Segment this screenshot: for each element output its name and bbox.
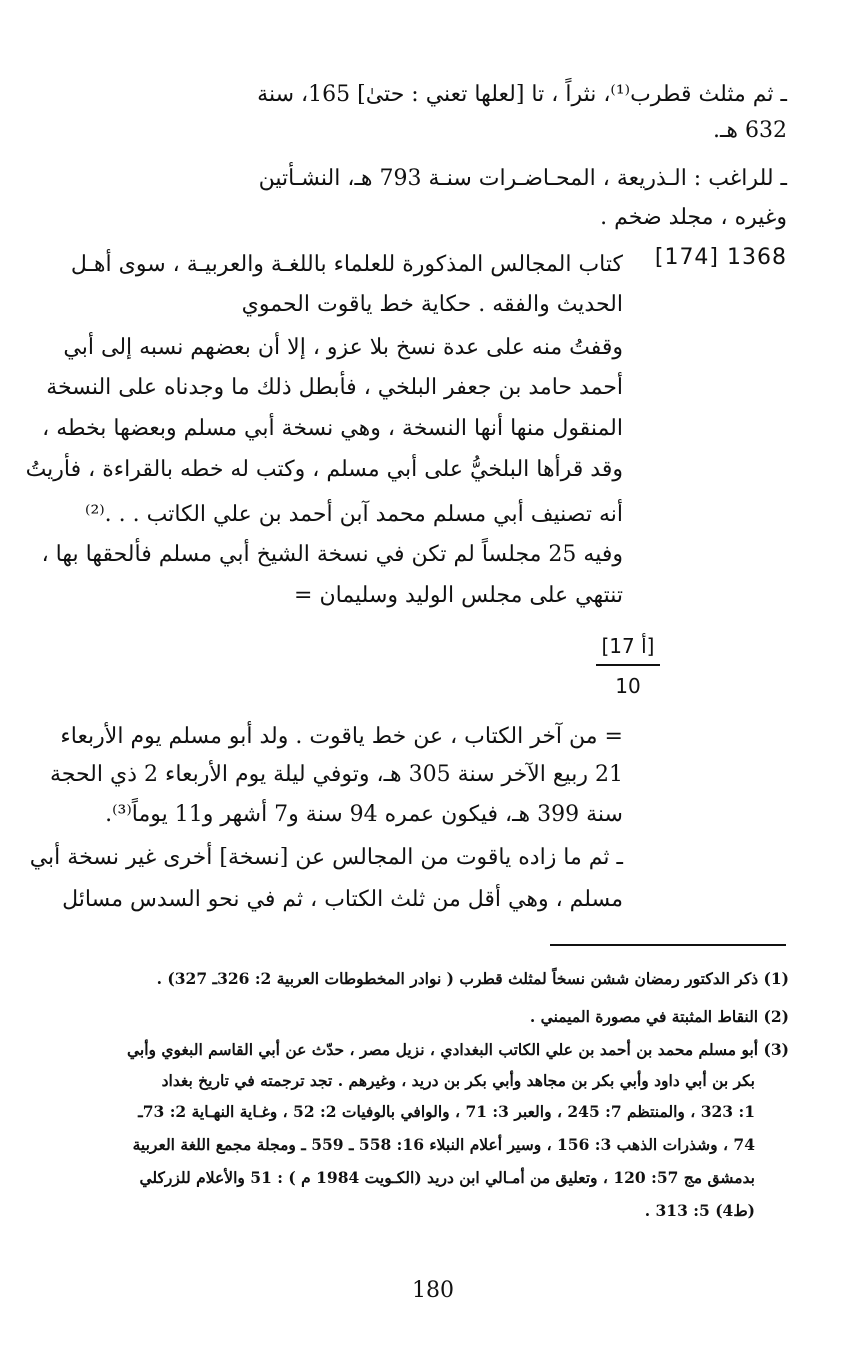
text-line: ـ ثم ما زاده ياقوت من المجالس عن [نسخة] أخرى غير نسخة أبي (29, 845, 623, 870)
text-line: ـ ثم مثلث قطرب⁽¹⁾، نثراً ، تا [لعلها تعني : حتىٰ] 165، سنة (257, 82, 787, 107)
folio-rule (596, 664, 660, 666)
footnote-continuation: 1: 323 ، والمنتظم 7: 245 ، والعبر 3: 71 ، والوافي بالوفيات 2: 52 ، وغـاية النهـاية 2: 73ـ (138, 1102, 755, 1121)
page-number: 180 (412, 1278, 454, 1303)
text-line: 632 هـ. (712, 118, 787, 143)
text-line: 21 ربيع الآخر سنة 305 هـ، وتوفي ليلة يوم الأربعاء 2 ذي الحجة (49, 762, 623, 787)
text-line: = من آخر الكتاب ، عن خط ياقوت . ولد أبو مسلم يوم الأربعاء (60, 724, 623, 749)
text-line: وقفتُ منه على عدة نسخ بلا عزو ، إلا أن بعضهم نسبه إلى أبي (63, 335, 623, 360)
folio-marker: [17 أ] (601, 634, 655, 658)
footnote: (1) ذكر الدكتور رمضان ششن نسخاً لمثلث قطرب ( نوادر المخطوطات العربية 2: 326ـ 327) . (156, 969, 789, 988)
entry-number: [174] 1368 (654, 245, 787, 270)
text-line: وفيه 25 مجلساً لم تكن في نسخة الشيخ أبي مسلم فألحقها بها ، (41, 542, 623, 567)
footnote-continuation: (ط4) 5: 313 . (644, 1201, 755, 1220)
footnote-separator (550, 944, 786, 946)
footnote-continuation: بدمشق مج 57: 120 ، وتعليق من أمـالي ابن دريد (الكـويت 1984 م ) : 51 والأعلام للزركلي (139, 1168, 755, 1187)
text-line: الحديث والفقه . حكاية خط ياقوت الحموي (241, 292, 623, 317)
folio-sub: 10 (615, 674, 641, 698)
text-line: وقد قرأها البلخيُّ على أبي مسلم ، وكتب له خطه بالقراءة ، فأريتُ (25, 457, 623, 482)
text-line: كتاب المجالس المذكورة للعلماء باللغـة والعربيـة ، سوى أهـل (70, 252, 623, 277)
text-line: أنه تصنيف أبي مسلم محمد آبن أحمد بن علي الكاتب . . .⁽²⁾ (85, 502, 623, 527)
text-line: أحمد حامد بن جعفر البلخي ، فأبطل ذلك ما وجدناه على النسخة (46, 375, 623, 400)
text-line: سنة 399 هـ، فيكون عمره 94 سنة و7 أشهر و11 يوماً⁽³⁾. (105, 802, 623, 827)
text-line: تنتهي على مجلس الوليد وسليمان = (294, 583, 623, 608)
text-line: مسلم ، وهي أقل من ثلث الكتاب ، ثم في نحو السدس مسائل (62, 887, 623, 912)
text-line: وغيره ، مجلد ضخم . (600, 205, 787, 230)
text-line: المنقول منها أنها النسخة ، وهي نسخة أبي مسلم وبعضها بخطه ، (42, 416, 623, 441)
footnote: (3) أبو مسلم محمد بن أحمد بن علي الكاتب البغدادي ، نزيل مصر ، حدّث عن أبي القاسم البغوي وأبي (127, 1040, 789, 1059)
footnote-continuation: بكر بن أبي داود وأبي بكر بن مجاهد وأبي بكر بن دريد ، وغيرهم . تجد ترجمته في تاريخ بغداد (161, 1071, 755, 1090)
text-line: ـ للراغب : الـذريعة ، المحـاضـرات سنـة 793 هـ، النشـأتين (258, 166, 787, 191)
footnote: (2) النقاط المثبتة في مصورة الميمني . (529, 1007, 789, 1026)
footnote-continuation: 74 ، وشذرات الذهب 3: 156 ، وسير أعلام النبلاء 16: 558 ـ 559 ـ ومجلة مجمع اللغة العربية (132, 1135, 755, 1154)
